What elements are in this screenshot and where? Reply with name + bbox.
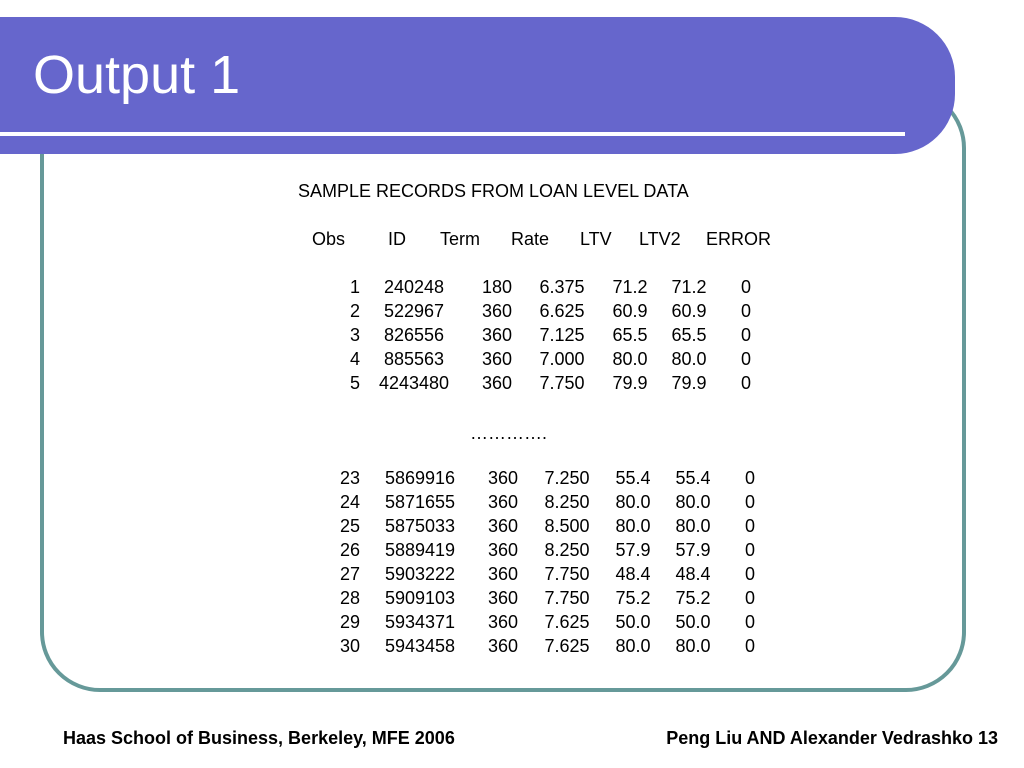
cell-id: 240248: [383, 277, 445, 297]
footer-institution: Haas School of Business, Berkeley, MFE 2006: [63, 728, 455, 748]
cell-term: 360: [487, 612, 519, 632]
cell-id: 5943458: [384, 636, 456, 656]
slide-title: Output 1: [33, 45, 241, 105]
table-row: [0, 540, 1024, 562]
cell-ltv2: 75.2: [675, 588, 711, 608]
cell-ltv2: 80.0: [671, 349, 707, 369]
cell-ltv: 75.2: [615, 588, 651, 608]
cell-ltv2: 80.0: [675, 492, 711, 512]
column-header-ltv2: LTV2: [639, 229, 681, 249]
cell-obs: 28: [339, 588, 361, 608]
cell-term: 180: [481, 277, 513, 297]
cell-ltv: 48.4: [615, 564, 651, 584]
cell-error: 0: [744, 564, 756, 584]
cell-term: 360: [481, 349, 513, 369]
table-row: [0, 349, 1024, 371]
table-row: [0, 492, 1024, 514]
cell-ltv: 80.0: [615, 636, 651, 656]
cell-ltv2: 79.9: [671, 373, 707, 393]
cell-ltv: 79.9: [612, 373, 648, 393]
cell-obs: 25: [339, 516, 361, 536]
table-row: [0, 516, 1024, 538]
cell-obs: 5: [349, 373, 361, 393]
table-row: [0, 588, 1024, 610]
cell-ltv: 50.0: [615, 612, 651, 632]
cell-term: 360: [487, 516, 519, 536]
cell-ltv2: 80.0: [675, 636, 711, 656]
column-header-obs: Obs: [312, 229, 346, 249]
footer-authors-page: Peng Liu AND Alexander Vedrashko 13: [666, 728, 998, 748]
cell-obs: 3: [349, 325, 361, 345]
cell-id: 4243480: [378, 373, 450, 393]
cell-ltv: 55.4: [615, 468, 651, 488]
cell-ltv2: 80.0: [675, 516, 711, 536]
column-header-ltv: LTV: [580, 229, 612, 249]
cell-ltv2: 60.9: [671, 301, 707, 321]
cell-id: 885563: [383, 349, 445, 369]
cell-rate: 8.250: [544, 540, 590, 560]
cell-id: 826556: [383, 325, 445, 345]
cell-rate: 8.250: [544, 492, 590, 512]
cell-error: 0: [744, 492, 756, 512]
cell-rate: 7.750: [539, 373, 585, 393]
cell-rate: 7.125: [539, 325, 585, 345]
cell-error: 0: [744, 516, 756, 536]
cell-ltv: 71.2: [612, 277, 648, 297]
cell-ltv: 65.5: [612, 325, 648, 345]
cell-term: 360: [481, 325, 513, 345]
cell-rate: 7.000: [539, 349, 585, 369]
cell-term: 360: [487, 540, 519, 560]
cell-rate: 7.750: [544, 588, 590, 608]
cell-id: 5909103: [384, 588, 456, 608]
cell-rate: 8.500: [544, 516, 590, 536]
cell-obs: 2: [349, 301, 361, 321]
table-row: [0, 325, 1024, 347]
table-row: [0, 636, 1024, 658]
cell-error: 0: [744, 540, 756, 560]
table-row: [0, 468, 1024, 490]
table-row: [0, 301, 1024, 323]
table-row: [0, 373, 1024, 395]
cell-error: 0: [740, 349, 752, 369]
table-header-row: [0, 229, 1024, 251]
cell-ltv: 57.9: [615, 540, 651, 560]
cell-obs: 23: [339, 468, 361, 488]
cell-ltv2: 57.9: [675, 540, 711, 560]
cell-id: 5889419: [384, 540, 456, 560]
cell-ltv2: 50.0: [675, 612, 711, 632]
table-row: [0, 564, 1024, 586]
cell-error: 0: [744, 612, 756, 632]
cell-ltv2: 71.2: [671, 277, 707, 297]
cell-ltv: 80.0: [615, 492, 651, 512]
cell-rate: 6.375: [539, 277, 585, 297]
cell-term: 360: [481, 301, 513, 321]
cell-term: 360: [481, 373, 513, 393]
column-header-id: ID: [388, 229, 406, 249]
cell-obs: 26: [339, 540, 361, 560]
cell-error: 0: [740, 325, 752, 345]
cell-id: 5934371: [384, 612, 456, 632]
cell-id: 5871655: [384, 492, 456, 512]
cell-term: 360: [487, 492, 519, 512]
cell-rate: 7.625: [544, 612, 590, 632]
cell-ltv2: 48.4: [675, 564, 711, 584]
cell-error: 0: [744, 588, 756, 608]
cell-id: 5875033: [384, 516, 456, 536]
column-header-rate: Rate: [511, 229, 550, 249]
cell-error: 0: [744, 468, 756, 488]
cell-ltv2: 65.5: [671, 325, 707, 345]
cell-ltv: 60.9: [612, 301, 648, 321]
cell-term: 360: [487, 636, 519, 656]
title-underline: [0, 132, 905, 136]
cell-ltv: 80.0: [612, 349, 648, 369]
column-header-term: Term: [440, 229, 480, 249]
cell-id: 5903222: [384, 564, 456, 584]
cell-error: 0: [744, 636, 756, 656]
cell-obs: 30: [339, 636, 361, 656]
cell-ltv: 80.0: [615, 516, 651, 536]
cell-ltv2: 55.4: [675, 468, 711, 488]
cell-rate: 7.625: [544, 636, 590, 656]
column-header-error: ERROR: [706, 229, 772, 249]
cell-term: 360: [487, 588, 519, 608]
cell-id: 522967: [383, 301, 445, 321]
cell-obs: 1: [349, 277, 361, 297]
cell-rate: 7.250: [544, 468, 590, 488]
cell-term: 360: [487, 564, 519, 584]
cell-error: 0: [740, 373, 752, 393]
cell-obs: 27: [339, 564, 361, 584]
cell-obs: 4: [349, 349, 361, 369]
cell-rate: 6.625: [539, 301, 585, 321]
cell-obs: 29: [339, 612, 361, 632]
cell-rate: 7.750: [544, 564, 590, 584]
cell-obs: 24: [339, 492, 361, 512]
cell-id: 5869916: [384, 468, 456, 488]
table-row: [0, 612, 1024, 634]
rows-ellipsis: ………….: [470, 423, 548, 443]
cell-error: 0: [740, 301, 752, 321]
table-heading: SAMPLE RECORDS FROM LOAN LEVEL DATA: [298, 181, 689, 201]
cell-error: 0: [740, 277, 752, 297]
cell-term: 360: [487, 468, 519, 488]
table-row: [0, 277, 1024, 299]
